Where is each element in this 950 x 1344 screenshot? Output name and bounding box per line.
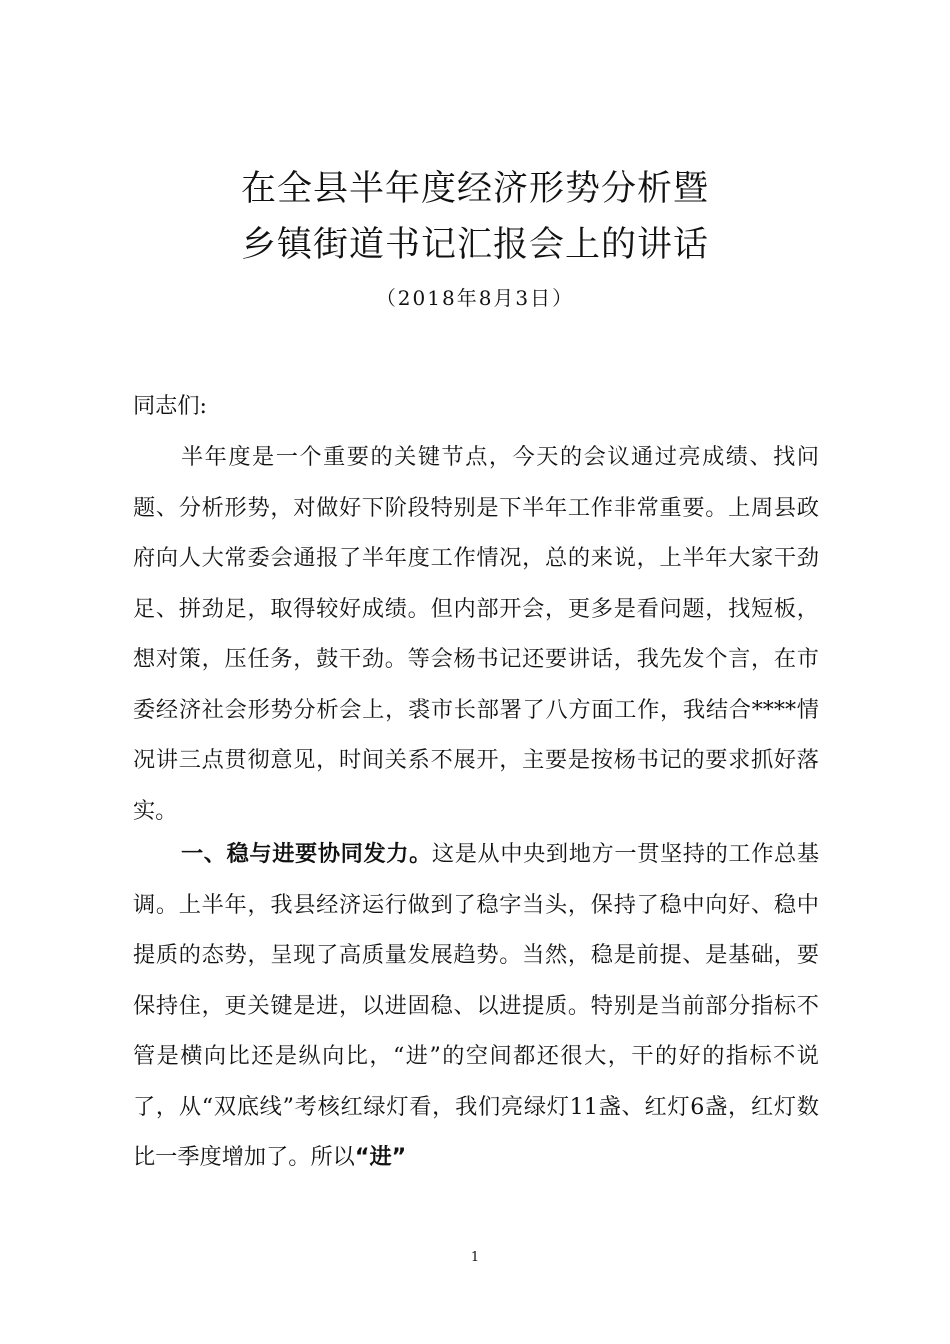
section-one-body: 这是从中央到地方一贯坚持的工作总基调。上半年，我县经济运行做到了稳字当头，保持了稳中向好、稳中提质的态势，呈现了高质量发展趋势。当然，稳是前提、是基础，要保持住，更关键是进，以进固稳、以进提质。特别是当前部分指标不管是横向比还是纵向比，“进”的空间都还很大，干的好的指标不说了，从“双底线”考核红绿灯看，我们亮绿灯11盏、红灯6盏，红灯数比一季度增加了。所以 [133,841,820,1170]
page-number: 1 [470,1250,480,1265]
document-title-line-2: 乡镇街道书记汇报会上的讲话 [240,225,709,265]
section-one-tail-emphasis: “进” [354,1144,407,1170]
salutation: 同志们: [133,393,208,419]
paragraph-section-one [133,829,819,1183]
paragraph-intro: 半年度是一个重要的关键节点，今天的会议通过亮成绩、找问题、分析形势，对做好下阶段特别是下半年工作非常重要。上周县政府向人大常委会通报了半年度工作情况，总的来说，上半年大家干劲足、拼劲足，取得较好成绩。但内部开会，更多是看问题，找短板，想对策，压任务，鼓干劲。等会杨书记还要讲话，我先发个言，在市委经济社会形势分析会上，裘市长部署了八方面工作，我结合****情况讲三点贯彻意见，时间关系不展开，主要是按杨书记的要求抓好落实。 [133,444,819,824]
speech-date: （2018年8月3日） [375,286,575,310]
document-title-line-1: 在全县半年度经济形势分析暨 [240,169,709,209]
section-one-heading: 一、稳与进要协同发力。 [181,841,432,867]
